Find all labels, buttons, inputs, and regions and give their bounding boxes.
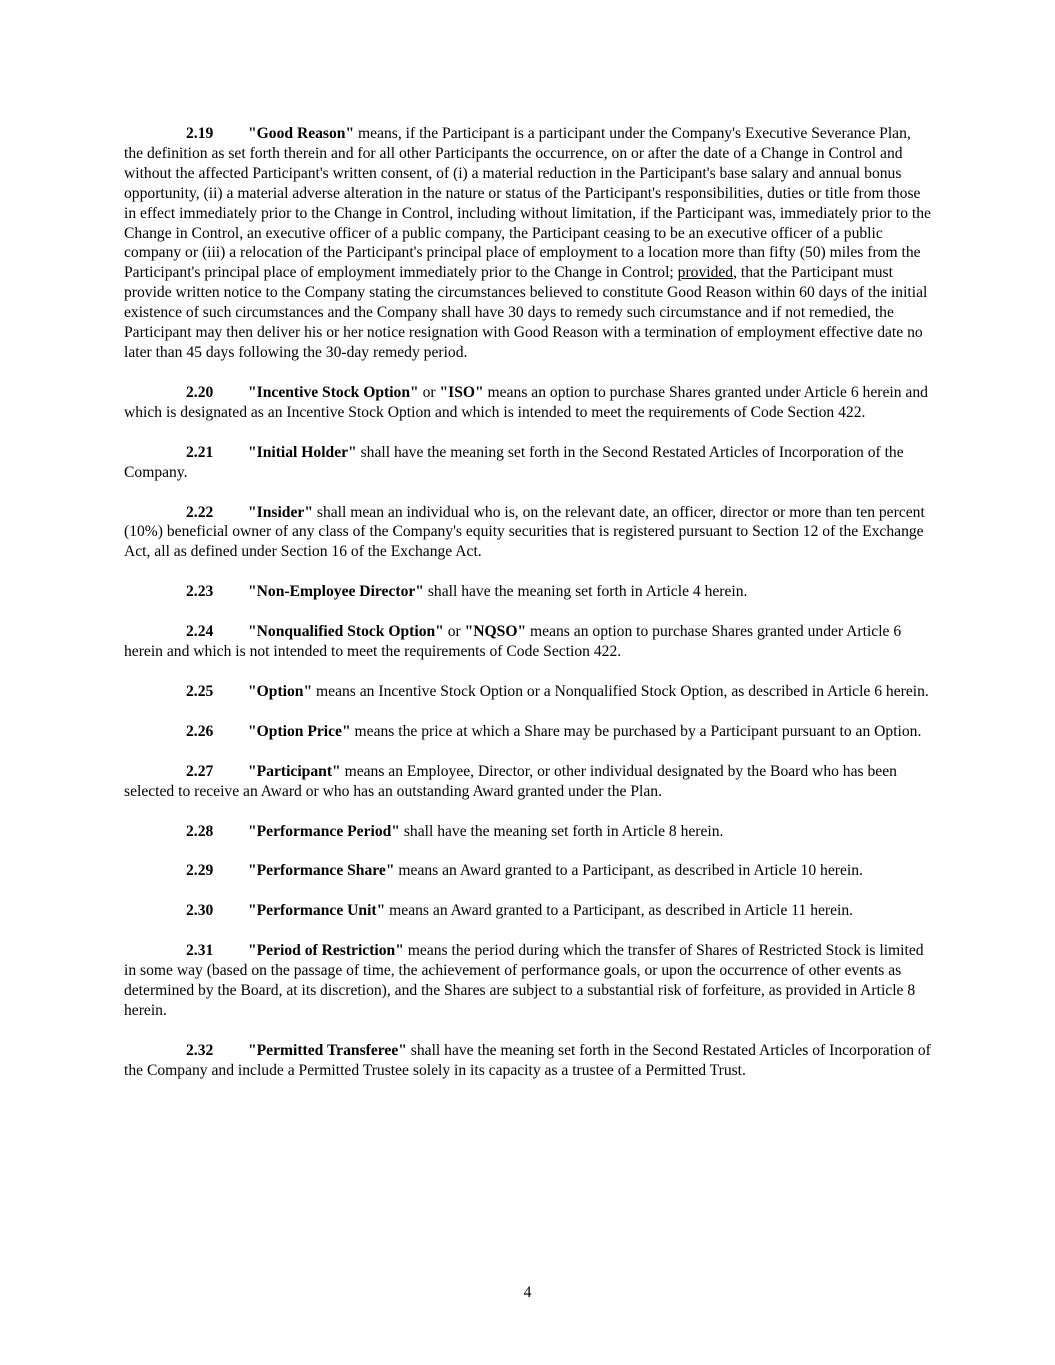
section-number: 2.28 xyxy=(186,822,214,840)
definition-2-31 xyxy=(124,941,932,1021)
defined-term: "Nonqualified Stock Option" xyxy=(248,623,444,641)
definition-2-21 xyxy=(124,443,932,483)
defined-term: "Initial Holder" xyxy=(248,443,357,461)
definition-text: means the price at which a Share may be purchased by a Participant pursuant to an Option. xyxy=(350,722,922,740)
defined-term: "Incentive Stock Option" xyxy=(248,383,419,401)
defined-term: "Insider" xyxy=(248,503,313,521)
section-number: 2.32 xyxy=(186,1041,214,1059)
definition-2-32 xyxy=(124,1041,932,1081)
definition-2-24 xyxy=(124,622,932,662)
section-number: 2.19 xyxy=(186,125,214,142)
definition-text: shall have the meaning set forth in the Second Restated Articles of Incorporation of the Company. xyxy=(124,443,904,481)
section-number: 2.22 xyxy=(186,503,214,521)
section-number: 2.23 xyxy=(186,583,214,601)
defined-term: "Option" xyxy=(248,682,313,700)
definition-2-19 xyxy=(124,124,932,363)
definition-text: shall have the meaning set forth in the Second Restated Articles of Incorporation of the Company and include a Permitted Trustee solely in its capacity as a trustee of a Permitted Trust. xyxy=(124,1041,931,1079)
definition-2-25 xyxy=(124,682,932,702)
document-body xyxy=(124,124,932,1101)
definition-text: means an Incentive Stock Option or a Nonqualified Stock Option, as described in Article 6 herein. xyxy=(312,682,929,700)
defined-term: "Participant" xyxy=(248,762,341,780)
definition-text: or xyxy=(443,623,465,641)
definition-text: means an Award granted to a Participant, as described in Article 10 herein. xyxy=(394,862,863,880)
defined-term: "Performance Unit" xyxy=(248,902,386,920)
definition-text: shall have the meaning set forth in Article 8 herein. xyxy=(399,822,724,840)
page-number: 4 xyxy=(523,1284,532,1301)
definition-text: shall mean an individual who is, on the relevant date, an officer, director or more than ten percent (10%) beneficial owner of any class of the Company's equity securities that is registered pursuant to Section 12 of the Exchange Act, all as defined under Section 16 of the Exchange Act. xyxy=(124,503,925,561)
definition-text: or xyxy=(418,383,440,401)
section-number: 2.29 xyxy=(186,862,214,880)
defined-term: "Option Price" xyxy=(248,722,351,740)
defined-term: "Period of Restriction" xyxy=(248,942,404,960)
definition-2-30 xyxy=(124,901,932,921)
section-number: 2.25 xyxy=(186,682,214,700)
section-number: 2.30 xyxy=(186,902,214,920)
defined-term: "Non-Employee Director" xyxy=(248,583,424,601)
definition-2-29 xyxy=(124,861,932,881)
definition-2-20 xyxy=(124,383,932,423)
defined-term: "Permitted Transferee" xyxy=(248,1041,407,1059)
definition-2-23 xyxy=(124,582,932,602)
defined-term: "Performance Period" xyxy=(248,822,400,840)
section-number: 2.20 xyxy=(186,383,214,401)
section-number: 2.21 xyxy=(186,443,214,461)
definition-2-28 xyxy=(124,822,932,842)
definition-text: means an Award granted to a Participant, as described in Article 11 herein. xyxy=(385,902,854,920)
defined-term: "Good Reason" xyxy=(248,125,355,142)
definition-text: shall have the meaning set forth in Article 4 herein. xyxy=(423,583,748,601)
defined-term: "Performance Share" xyxy=(248,862,395,880)
definition-2-26 xyxy=(124,722,932,742)
underlined-word: provided xyxy=(677,264,734,282)
definition-text: means an option to purchase Shares granted under Article 6 herein and which is not intended to meet the requirements of Code Section 422. xyxy=(124,623,902,661)
definition-text: , that the Participant must provide written notice to the Company stating the circumstances believed to constitute Good Reason within 60 days of the initial existence of such circumstances and the Company shall have 30 days to remedy such circumstance and if not remedied, the Participant may then deliver his or her notice resignation with Good Reason with a termination of employment effective date no later than 45 days following the 30-day remedy period. xyxy=(124,264,928,361)
section-number: 2.26 xyxy=(186,722,214,740)
definition-text: means the period during which the transfer of Shares of Restricted Stock is limited in some way (based on the passage of time, the achievement of performance goals, or upon the occurrence of other events as determined by the Board, at its discretion), and the Shares are subject to a substantial risk of forfeiture, as provided in Article 8 herein. xyxy=(124,942,924,1019)
defined-term-abbreviation: "ISO" xyxy=(439,383,484,401)
definition-text: means, if the Participant is a participant under the Company's Executive Severance Plan, the definition as set forth therein and for all other Participants the occurrence, on or after the date of a Change in Control and without the affected Participant's written consent, of (i) a material reduction in the Participant's base salary and annual bonus opportunity, (ii) a material adverse alteration in the nature or status of the Participant's responsibilities, duties or title from those in effect immediately prior to the Change in Control, including without limitation, if the Participant was, immediately prior to the Change in Control, an executive officer of a public company, the Participant ceasing to be an executive officer of a public company or (iii) a relocation of the Participant's principal place of employment to a location more than fifty (50) miles from the Participant's principal place of employment immediately prior to the Change in Control; xyxy=(124,125,931,282)
definition-2-22 xyxy=(124,503,932,563)
section-number: 2.31 xyxy=(186,942,214,960)
definition-2-27 xyxy=(124,762,932,802)
defined-term-abbreviation: "NQSO" xyxy=(464,623,527,641)
definition-text: means an option to purchase Shares granted under Article 6 herein and which is designated as an Incentive Stock Option and which is intended to meet the requirements of Code Section 422. xyxy=(124,383,928,421)
section-number: 2.27 xyxy=(186,762,214,780)
definition-text: means an Employee, Director, or other individual designated by the Board who has been selected to receive an Award or who has an outstanding Award granted under the Plan. xyxy=(124,762,897,800)
section-number: 2.24 xyxy=(186,623,214,641)
